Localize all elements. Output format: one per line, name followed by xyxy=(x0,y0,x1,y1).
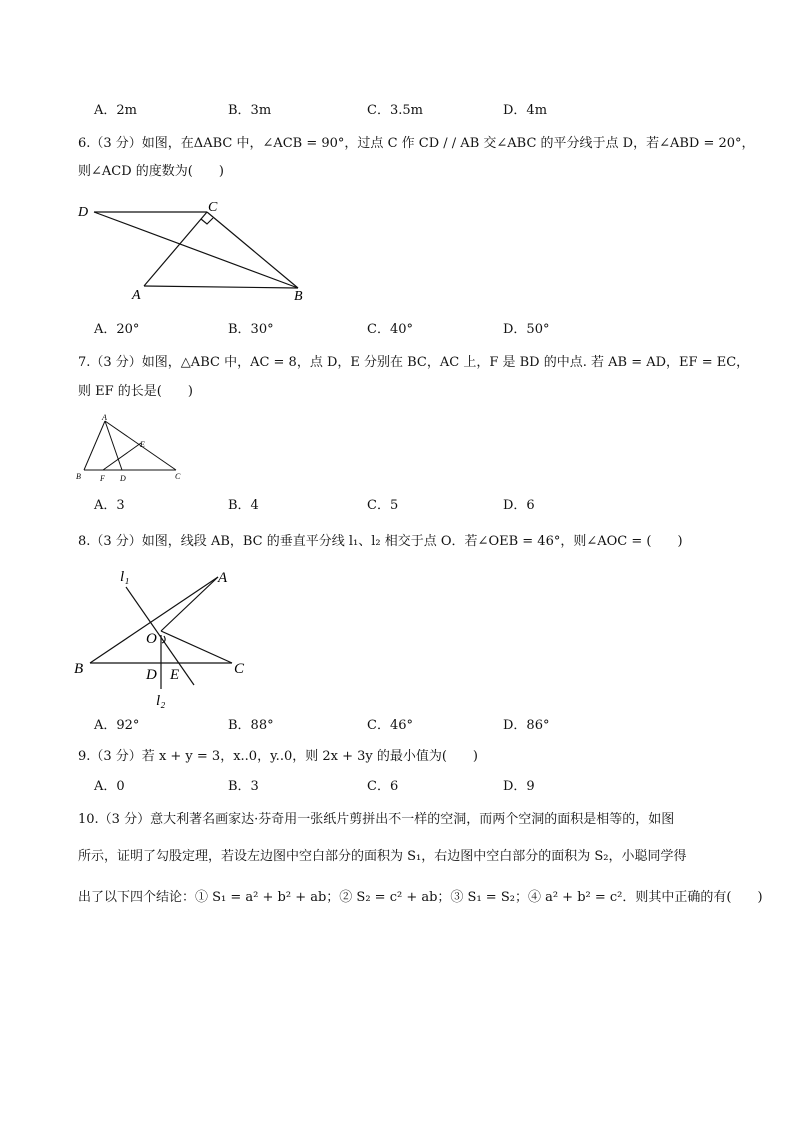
q6-option-a: A．20° xyxy=(94,322,140,337)
q6-label-a: A xyxy=(132,288,141,303)
q6-stem-line1: 6.（3 分）如图，在ΔABC 中，∠ACB = 90°，过点 C 作 CD / / AB 交∠ABC 的平分线于点 D，若∠ABD = 20°， xyxy=(78,136,755,151)
q6-label-d: D xyxy=(78,205,89,220)
q7-label-c: C xyxy=(175,472,181,481)
q6-label-b: B xyxy=(294,289,303,304)
q6-option-d: D．50° xyxy=(503,322,550,337)
q8-label-d: D xyxy=(146,667,157,683)
q6-label-c: C xyxy=(208,200,218,215)
q8-option-b: B．88° xyxy=(228,718,274,733)
q7-option-d: D．6 xyxy=(503,498,535,513)
q8-figure xyxy=(70,563,260,715)
q8-option-c: C．46° xyxy=(367,718,413,733)
q7-label-e: E xyxy=(140,440,145,449)
q8-label-l2: l₂ xyxy=(156,693,166,709)
q9-stem-line1: 9.（3 分）若 x + y = 3，x..0，y..0，则 2x + 3y 的最小值为( ) xyxy=(78,749,479,764)
q6-figure xyxy=(72,196,322,308)
q8-label-l1: l₁ xyxy=(120,569,130,585)
q10-stem-line2: 所示，证明了勾股定理，若设左边图中空白部分的面积为 S₁，右边图中空白部分的面积为 S₂，小聪同学得 xyxy=(78,849,687,864)
q7-figure xyxy=(72,413,192,485)
q5-option-a: A．2m xyxy=(94,103,137,118)
q6-option-b: B．30° xyxy=(228,322,274,337)
q8-label-b: B xyxy=(74,661,84,677)
q6-stem-line2: 则∠ACD 的度数为( ) xyxy=(78,164,224,179)
q7-option-c: C．5 xyxy=(367,498,399,513)
q5-option-b: B．3m xyxy=(228,103,272,118)
q8-option-a: A．92° xyxy=(94,718,140,733)
q5-option-d: D．4m xyxy=(503,103,548,118)
q7-label-b: B xyxy=(76,472,81,481)
q8-label-c: C xyxy=(234,661,245,677)
q7-stem-line1: 7.（3 分）如图，△ABC 中，AC = 8，点 D，E 分别在 BC，AC 上，F 是 BD 的中点. 若 AB = AD，EF = EC， xyxy=(78,355,750,370)
q8-label-o: O xyxy=(146,631,157,647)
q7-label-a: A xyxy=(102,413,107,422)
q9-option-a: A．0 xyxy=(94,779,125,794)
q6-option-c: C．40° xyxy=(367,322,413,337)
q10-stem-line3: 出了以下四个结论：① S₁ = a² + b² + ab；② S₂ = c² + ab；③ S₁ = S₂；④ a² + b² = c²．则其中正确的有( ) xyxy=(78,890,763,905)
q8-stem-line1: 8.（3 分）如图，线段 AB，BC 的垂直平分线 l₁、l₂ 相交于点 O．若∠OEB = 46°，则∠AOC = ( ) xyxy=(78,534,683,549)
q7-label-f: F xyxy=(100,474,105,483)
q8-label-e: E xyxy=(170,667,180,683)
q10-stem-line1: 10.（3 分）意大利著名画家达·芬奇用一张纸片剪拼出不一样的空洞，而两个空洞的面积是相等的，如图 xyxy=(78,812,675,827)
q9-option-b: B．3 xyxy=(228,779,259,794)
q9-option-d: D．9 xyxy=(503,779,535,794)
q5-option-c: C．3.5m xyxy=(367,103,423,118)
q7-option-a: A．3 xyxy=(94,498,125,513)
q9-option-c: C．6 xyxy=(367,779,399,794)
q8-option-d: D．86° xyxy=(503,718,550,733)
q7-label-d: D xyxy=(120,474,126,483)
q7-stem-line2: 则 EF 的长是( ) xyxy=(78,384,193,399)
q7-option-b: B．4 xyxy=(228,498,259,513)
q8-label-a: A xyxy=(218,570,228,586)
